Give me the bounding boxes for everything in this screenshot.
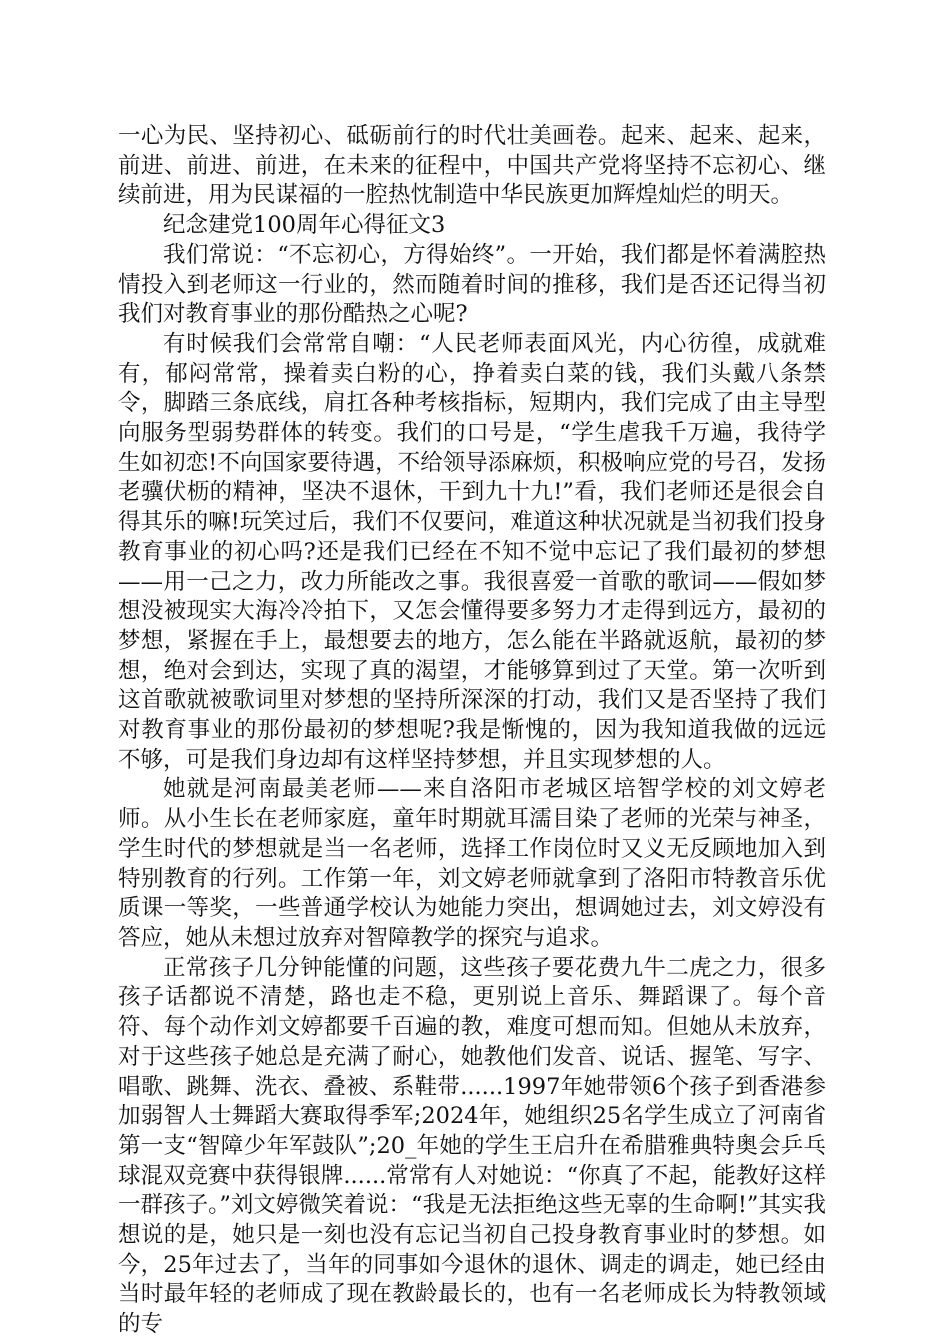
essay-heading: 纪念建党100周年心得征文3 bbox=[163, 212, 446, 239]
paragraph: 有时候我们会常常自嘲：“人民老师表面风光，内心彷徨，成就难有，郁闷常常，操着卖白粉的心，挣着卖白菜的钱，我们头戴八条禁令，脚踏三条底线，肩扛各种考核指标，短期内，我们完成了由主导型向服务型弱势群体的转变。我们的口号是，“学生虐我千万遍，我待学生如初恋!不向国家要待遇，不给领导添麻烦，积极响应党的号召，发扬老骥伏枥的精神，坚决不退休，干到九十九!”看，我们老师还是很会自得其乐的嘛!玩笑过后，我们不仅要问，难道这种状况就是当初我们投身教育事业的初心吗?还是我们已经在不知不觉中忘记了我们最初的梦想——用一己之力，改力所能改之事。我很喜爱一首歌的歌词——假如梦想没被现实大海冷冷拍下，又怎会懂得要多努力才走得到远方，最初的梦想，紧握在手上，最想要去的地方，怎么能在半路就返航，最初的梦想，绝对会到达，实现了真的渴望，才能够算到过了天堂。第一次听到这首歌就被歌词里对梦想的坚持所深深的打动，我们又是否坚持了我们对教育事业的那份最初的梦想呢?我是惭愧的，因为我知道我做的远远不够，可是我们身边却有这样坚持梦想，并且实现梦想的人。 bbox=[118, 330, 826, 773]
paragraph-continuation: 一心为民、坚持初心、砥砺前行的时代壮美画卷。起来、起来、起来，前进、前进、前进，在未来的征程中，中国共产党将坚持不忘初心、继续前进，用为民谋福的一腔热忱制造中华民族更加辉煌灿烂的明天。 bbox=[118, 123, 826, 209]
paragraph: 她就是河南最美老师——来自洛阳市老城区培智学校的刘文婷老师。从小生长在老师家庭，童年时期就耳濡目染了老师的光荣与神圣，学生时代的梦想就是当一名老师，选择工作岗位时又义无反顾地加入到特别教育的行列。工作第一年，刘文婷老师就拿到了洛阳市特教音乐优质课一等奖，一些普通学校认为她能力突出，想调她过去，刘文婷没有答应，她从未想过放弃对智障教学的探究与追求。 bbox=[118, 776, 826, 951]
paragraph: 我们常说：“不忘初心，方得始终”。一开始，我们都是怀着满腔热情投入到老师这一行业的，然而随着时间的推移，我们是否还记得当初我们对教育事业的那份酷热之心呢? bbox=[118, 241, 826, 328]
paragraph: 正常孩子几分钟能懂的问题，这些孩子要花费九牛二虎之力，很多孩子话都说不清楚，路也走不稳，更别说上音乐、舞蹈课了。每个音符、每个动作刘文婷都要千百遍的教，难度可想而知。但她从未放弃，对于这些孩子她总是充满了耐心，她教他们发音、说话、握笔、写字、唱歌、跳舞、洗衣、叠被、系鞋带......1997年她带领6个孩子到香港参加弱智人士舞蹈大赛取得季军;2024年，她组织25名学生成立了河南省第一支“智障少年军鼓队”;20_年她的学生王启升在希腊雅典特奥会乒乓球混双竞赛中获得银牌......常常有人对她说：“你真了不起，能教好这样一群孩子。”刘文婷微笑着说：“我是无法拒绝这些无辜的生命啊!”其实我想说的是，她只是一刻也没有忘记当初自己投身教育事业时的梦想。如今，25年过去了，当年的同事如今退休的退休、调走的调走，她已经由当时最年轻的老师成了现在教龄最长的，也有一名老师成长为特教领域的专 bbox=[118, 954, 826, 1338]
document-page bbox=[118, 122, 826, 1340]
